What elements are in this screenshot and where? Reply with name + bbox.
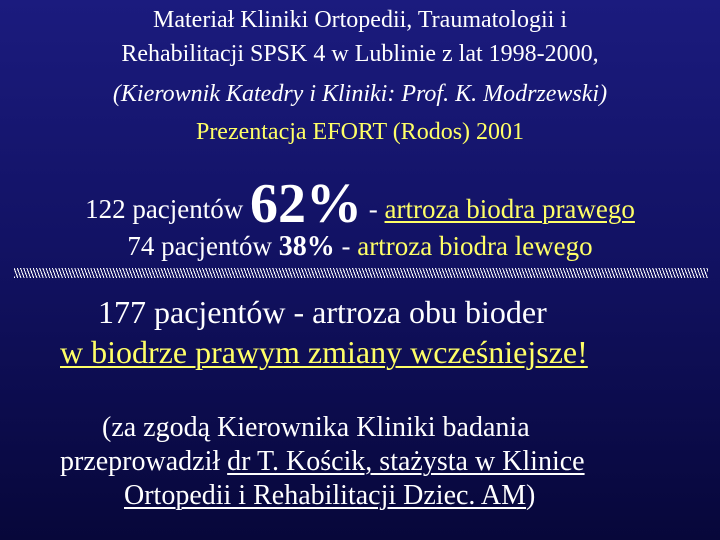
stat-right-percent: 62% <box>250 173 363 235</box>
stat-left-dash: - <box>341 231 351 261</box>
note-line-3 <box>124 480 535 512</box>
stat-right-count: 122 pacjentów <box>85 194 244 224</box>
note-line-1: (za zgodą Kierownika Kliniki badania <box>102 412 530 443</box>
stat-left-hip <box>0 231 720 263</box>
note-line-2 <box>60 446 585 478</box>
stat-left-count: 74 pacjentów <box>127 231 273 261</box>
earlier-changes-line: w biodrze prawym zmiany wcześniejsze! <box>60 334 588 370</box>
title-line-2: Rehabilitacji SPSK 4 w Lublinie z lat 1998-2000, <box>121 41 599 67</box>
stat-right-hip <box>0 172 720 236</box>
title-line-1: Materiał Kliniki Ortopedii, Traumatologii i <box>153 7 567 33</box>
stat-left-percent: 38% <box>278 231 335 262</box>
note-clinic-link: Ortopedii i Rehabilitacji Dziec. AM <box>124 480 527 511</box>
note-suffix: ) <box>526 480 536 511</box>
note-doctor-link: dr T. Kościk, stażysta w Klinice <box>227 446 585 477</box>
title-line-4: Prezentacja EFORT (Rodos) 2001 <box>195 119 525 145</box>
both-hips-line: 177 pacjentów - artroza obu bioder <box>98 294 547 330</box>
stat-right-label: artroza biodra prawego <box>384 194 635 224</box>
title-line-3: (Kierownik Katedry i Kliniki: Prof. K. Modrzewski) <box>112 81 608 107</box>
note-prefix: przeprowadził <box>60 446 228 477</box>
hatched-divider <box>14 268 708 278</box>
stat-left-label: artroza biodra lewego <box>357 231 593 261</box>
stat-right-dash: - <box>368 194 378 224</box>
